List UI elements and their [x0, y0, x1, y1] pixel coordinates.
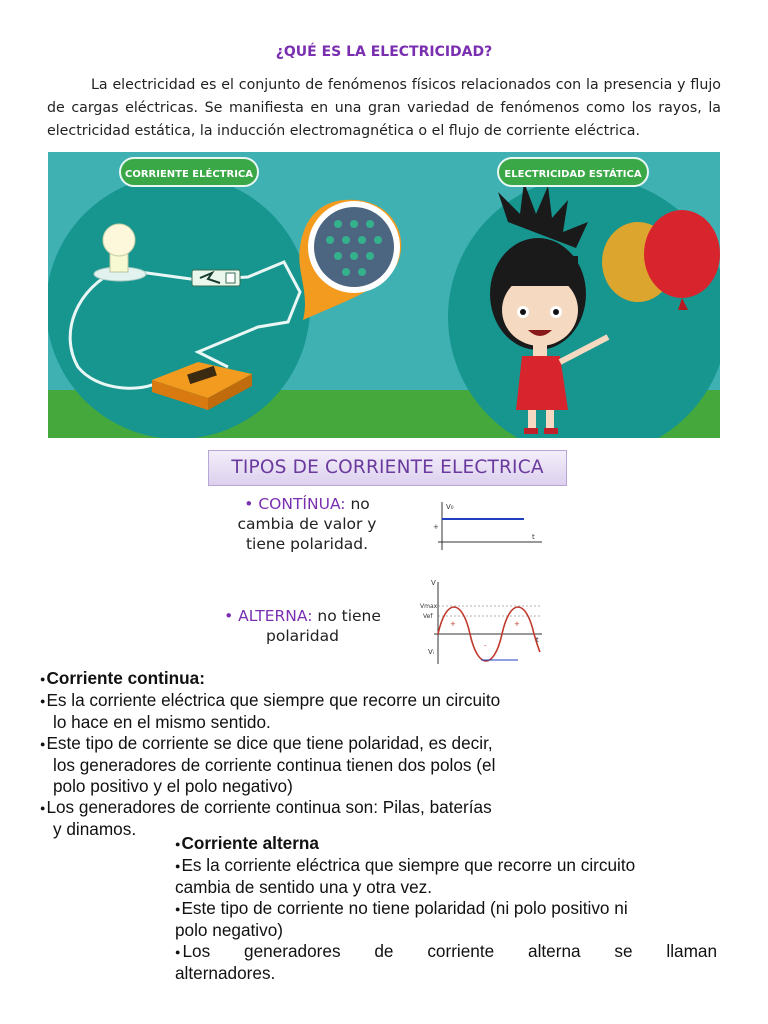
alterna-text-2: polaridad	[266, 627, 339, 645]
continua-bullet: •	[244, 495, 254, 513]
continua-text-3: tiene polaridad.	[245, 535, 369, 553]
continua-text-2: cambia de valor y	[237, 515, 377, 533]
alterna-p2-line2: polo negativo)	[175, 920, 283, 940]
ac-plus-2: +	[514, 620, 520, 628]
alterna-description	[205, 606, 400, 646]
continua-text-1: no	[350, 495, 370, 513]
intro-paragraph: La electricidad es el conjunto de fenómenos físicos relacionados con la presencia y flujo de cargas eléctricas. Se manifiesta en una gran variedad de fenómenos como los rayos, la electricidad estática, la inducción electromagnética o el flujo de corriente eléctrica.	[47, 77, 721, 139]
ac-graph	[418, 576, 546, 666]
label-electricidad-estatica: ELECTRICIDAD ESTÁTICA	[504, 169, 642, 180]
ac-vef-label: Vef	[423, 613, 433, 620]
electricity-illustration	[48, 152, 720, 438]
alterna-p2-line1: Este tipo de corriente no tiene polaridad (ni polo positivo ni	[181, 898, 628, 918]
continua-p2-line2: los generadores de corriente continua tienen dos polos (el	[53, 755, 496, 775]
label-corriente-electrica: CORRIENTE ELÉCTRICA	[125, 169, 253, 180]
alterna-p3-line1: Los generadores de corriente alterna se llaman	[182, 941, 718, 961]
ac-x-label: t	[536, 636, 539, 644]
continua-description	[212, 494, 402, 554]
alterna-label: ALTERNA:	[238, 607, 313, 625]
continua-p3-line2: y dinamos.	[53, 819, 137, 839]
alterna-bullet: •	[224, 607, 234, 625]
ac-vi-label: Vᵢ	[428, 648, 435, 656]
continua-label: CONTÍNUA:	[258, 495, 346, 513]
continua-p1-line2: lo hace en el mismo sentido.	[53, 712, 271, 732]
alterna-heading: Corriente alterna	[181, 833, 319, 853]
alterna-p3-line2: alternadores.	[175, 963, 276, 983]
battery-icon	[192, 270, 240, 286]
ac-vmax-label: Vmax	[420, 603, 438, 610]
ac-y-label: V	[431, 579, 436, 587]
continua-p2-line3: polo positivo y el polo negativo)	[53, 776, 293, 796]
page-title: ¿QUÉ ES LA ELECTRICIDAD?	[275, 44, 493, 60]
alterna-text-1: no tiene	[317, 607, 381, 625]
types-title: TIPOS DE CORRIENTE ELECTRICA	[208, 450, 567, 486]
continua-p2-line1: Este tipo de corriente se dice que tiene polaridad, es decir,	[46, 733, 493, 753]
ac-minus: -	[484, 642, 487, 650]
alterna-section: ●Corriente alterna ●Es la corriente eléctrica que siempre que recorre un circuito cambia de sentido una y otra vez. ●Este tipo de corriente no tiene polaridad (ni polo positivo ni polo negativo) ●Los generadores de corriente alterna se llaman alternadores.	[175, 833, 718, 983]
dc-graph	[428, 498, 548, 556]
alterna-p1-line2: cambia de sentido una y otra vez.	[175, 877, 433, 897]
dc-x-label: t	[532, 533, 535, 541]
continua-section: ●Corriente continua: ●Es la corriente eléctrica que siempre que recorre un circuito lo hace en el mismo sentido. ●Este tipo de corriente se dice que tiene polaridad, es decir, los generadores de corriente continua tienen dos polos (el polo positivo y el polo negativo) ●Los generadores de corriente continua son: Pilas, baterías y dinamos.	[40, 668, 566, 840]
continua-p3-line1: Los generadores de corriente continua son: Pilas, baterías	[46, 797, 492, 817]
continua-heading: Corriente continua:	[46, 668, 205, 688]
alterna-p1-line1: Es la corriente eléctrica que siempre que recorre un circuito	[181, 855, 636, 875]
dc-plus: +	[433, 523, 439, 531]
dc-y-label: V₀	[446, 503, 454, 511]
continua-p1-line1: Es la corriente eléctrica que siempre que recorre un circuito	[46, 690, 501, 710]
ac-plus-1: +	[450, 620, 456, 628]
